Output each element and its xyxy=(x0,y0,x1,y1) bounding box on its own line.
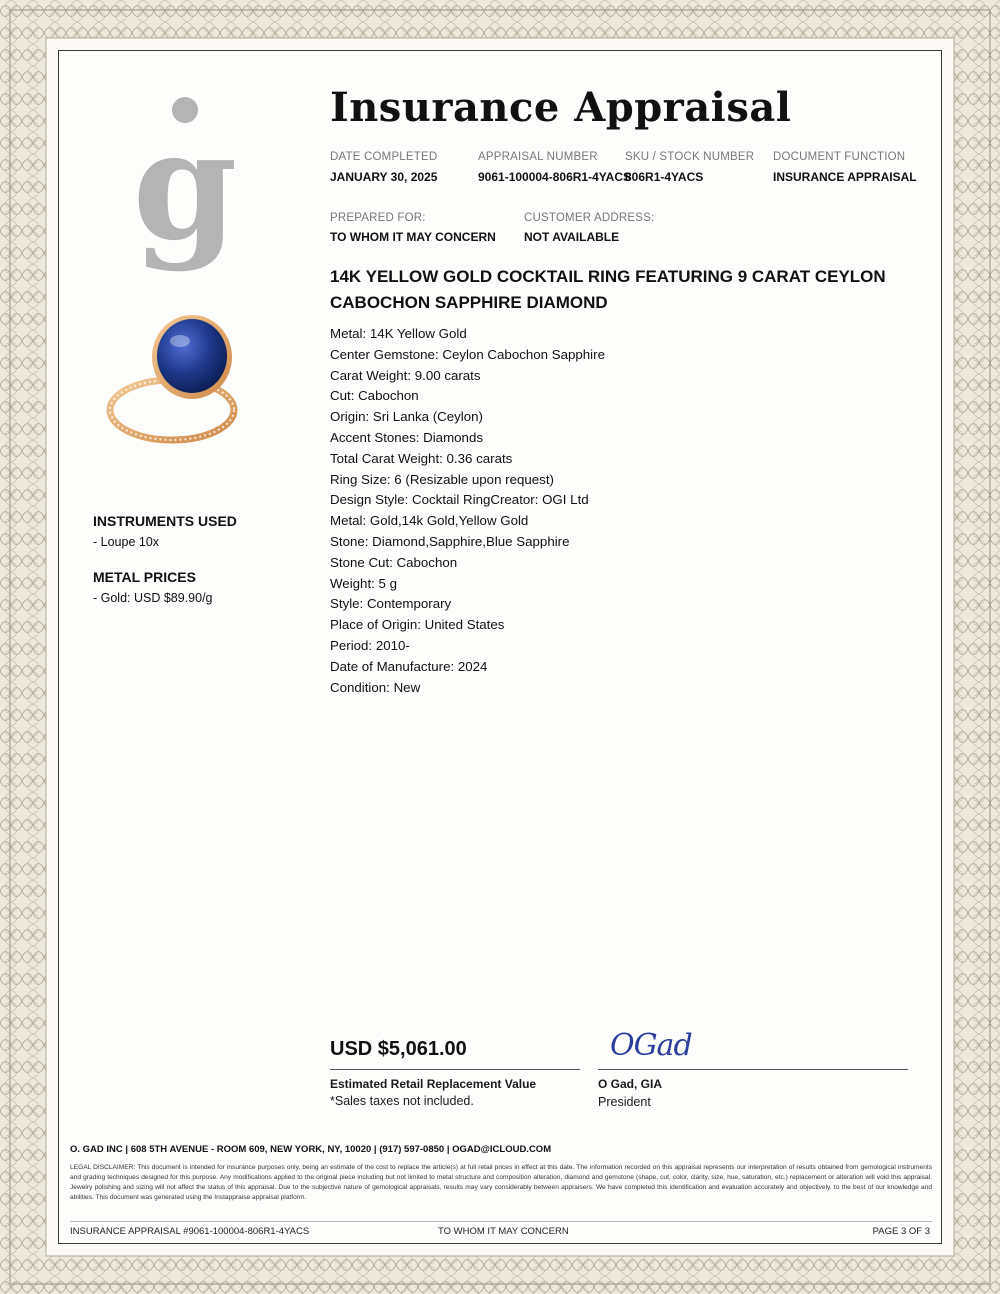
date-completed-value: JANUARY 30, 2025 xyxy=(330,170,438,184)
detail-line: Center Gemstone: Ceylon Cabochon Sapphire xyxy=(330,346,605,362)
detail-line: Stone Cut: Cabochon xyxy=(330,554,458,570)
detail-line: Stone: Diamond,Sapphire,Blue Sapphire xyxy=(330,533,570,549)
date-completed-label: DATE COMPLETED xyxy=(330,151,438,163)
signer-name: O Gad, GIA xyxy=(598,1077,663,1091)
logo-letter: g xyxy=(132,98,238,274)
signature: OGad xyxy=(610,1028,692,1063)
customer-address-value: NOT AVAILABLE xyxy=(524,230,620,244)
instruments-item: - Loupe 10x xyxy=(93,535,160,549)
detail-line: Accent Stones: Diamonds xyxy=(330,429,483,445)
detail-line: Origin: Sri Lanka (Ceylon) xyxy=(330,409,483,425)
ring-photo xyxy=(100,305,260,455)
detail-line: Period: 2010- xyxy=(330,637,410,653)
document-function-label: DOCUMENT FUNCTION xyxy=(773,151,906,163)
footer-appraisal-ref: INSURANCE APPRAISAL #9061-100004-806R1-4YACS xyxy=(70,1226,310,1237)
document-title: Insurance Appraisal xyxy=(330,84,792,131)
legal-disclaimer: LEGAL DISCLAIMER: This document is intended for insurance purposes only, being an estimate of the cost to replace the article(s) at full retail prices in effect at this date. The information recorded on this appraisal represents our interpretation of results obtained from gemological instruments and grading techniques designed for this purpose. Any modifications applied to the original piece including but not limited to metal structure and composition alteration, diamond and gemstone (shape, cut, color, clarity, size, hue, saturation, etc.) replacement or alteration will void this appraisal. Jewelry polishing and sizing will not affect the status of this appraisal. Due to the subjective nature of gemological appraisals, results may vary considerably between appraisers. We have completed this identification and evaluation accurately and objectively, to the best of our knowledge and abilities. This document was generated using the Instappraise appraisal platform. xyxy=(70,1164,932,1201)
detail-line: Design Style: Cocktail RingCreator: OGI Ltd xyxy=(330,492,589,508)
instruments-heading: INSTRUMENTS USED xyxy=(93,513,237,529)
detail-line: Total Carat Weight: 0.36 carats xyxy=(330,450,513,466)
metal-prices-item: - Gold: USD $89.90/g xyxy=(93,591,213,605)
detail-line: Cut: Cabochon xyxy=(330,388,419,404)
logo-icon xyxy=(130,88,240,278)
detail-line: Metal: Gold,14k Gold,Yellow Gold xyxy=(330,513,529,529)
company-logo xyxy=(130,88,240,278)
page-number: PAGE 3 OF 3 xyxy=(872,1226,930,1237)
sku-value: 806R1-4YACS xyxy=(625,170,704,184)
document-function-value: INSURANCE APPRAISAL xyxy=(773,170,917,184)
detail-line: Ring Size: 6 (Resizable upon request) xyxy=(330,471,554,487)
metal-prices-heading: METAL PRICES xyxy=(93,569,196,585)
item-details xyxy=(330,324,605,698)
company-address: O. GAD INC | 608 5TH AVENUE - ROOM 609, NEW YORK, NY, 10020 | (917) 597-0850 | OGAD@ICLOUD.COM xyxy=(70,1144,552,1155)
appraisal-number-label: APPRAISAL NUMBER xyxy=(478,151,598,163)
sku-label: SKU / STOCK NUMBER xyxy=(625,151,755,163)
detail-line: Metal: 14K Yellow Gold xyxy=(330,326,467,341)
footer-divider xyxy=(70,1221,932,1222)
prepared-for-label: PREPARED FOR: xyxy=(330,212,426,224)
value-label: Estimated Retail Replacement Value xyxy=(330,1077,537,1091)
signature-divider xyxy=(598,1069,908,1070)
detail-line: Place of Origin: United States xyxy=(330,617,505,633)
value-divider xyxy=(330,1069,580,1070)
detail-line: Date of Manufacture: 2024 xyxy=(330,658,488,674)
detail-line: Style: Contemporary xyxy=(330,596,452,612)
footer-recipient: TO WHOM IT MAY CONCERN xyxy=(438,1226,569,1237)
appraised-value: USD $5,061.00 xyxy=(330,1038,467,1060)
detail-line: Carat Weight: 9.00 carats xyxy=(330,367,481,383)
appraisal-number-value: 9061-100004-806R1-4YACS xyxy=(478,170,631,184)
detail-line: Weight: 5 g xyxy=(330,575,398,591)
tax-note: *Sales taxes not included. xyxy=(330,1094,474,1108)
customer-address-label: CUSTOMER ADDRESS: xyxy=(524,212,655,224)
ring-icon xyxy=(100,305,260,455)
signer-title: President xyxy=(598,1095,651,1109)
detail-line: Condition: New xyxy=(330,679,421,695)
item-heading: 14K YELLOW GOLD COCKTAIL RING FEATURING 9 CARAT CEYLON CABOCHON SAPPHIRE DIAMOND xyxy=(330,267,886,312)
prepared-for-value: TO WHOM IT MAY CONCERN xyxy=(330,230,496,244)
